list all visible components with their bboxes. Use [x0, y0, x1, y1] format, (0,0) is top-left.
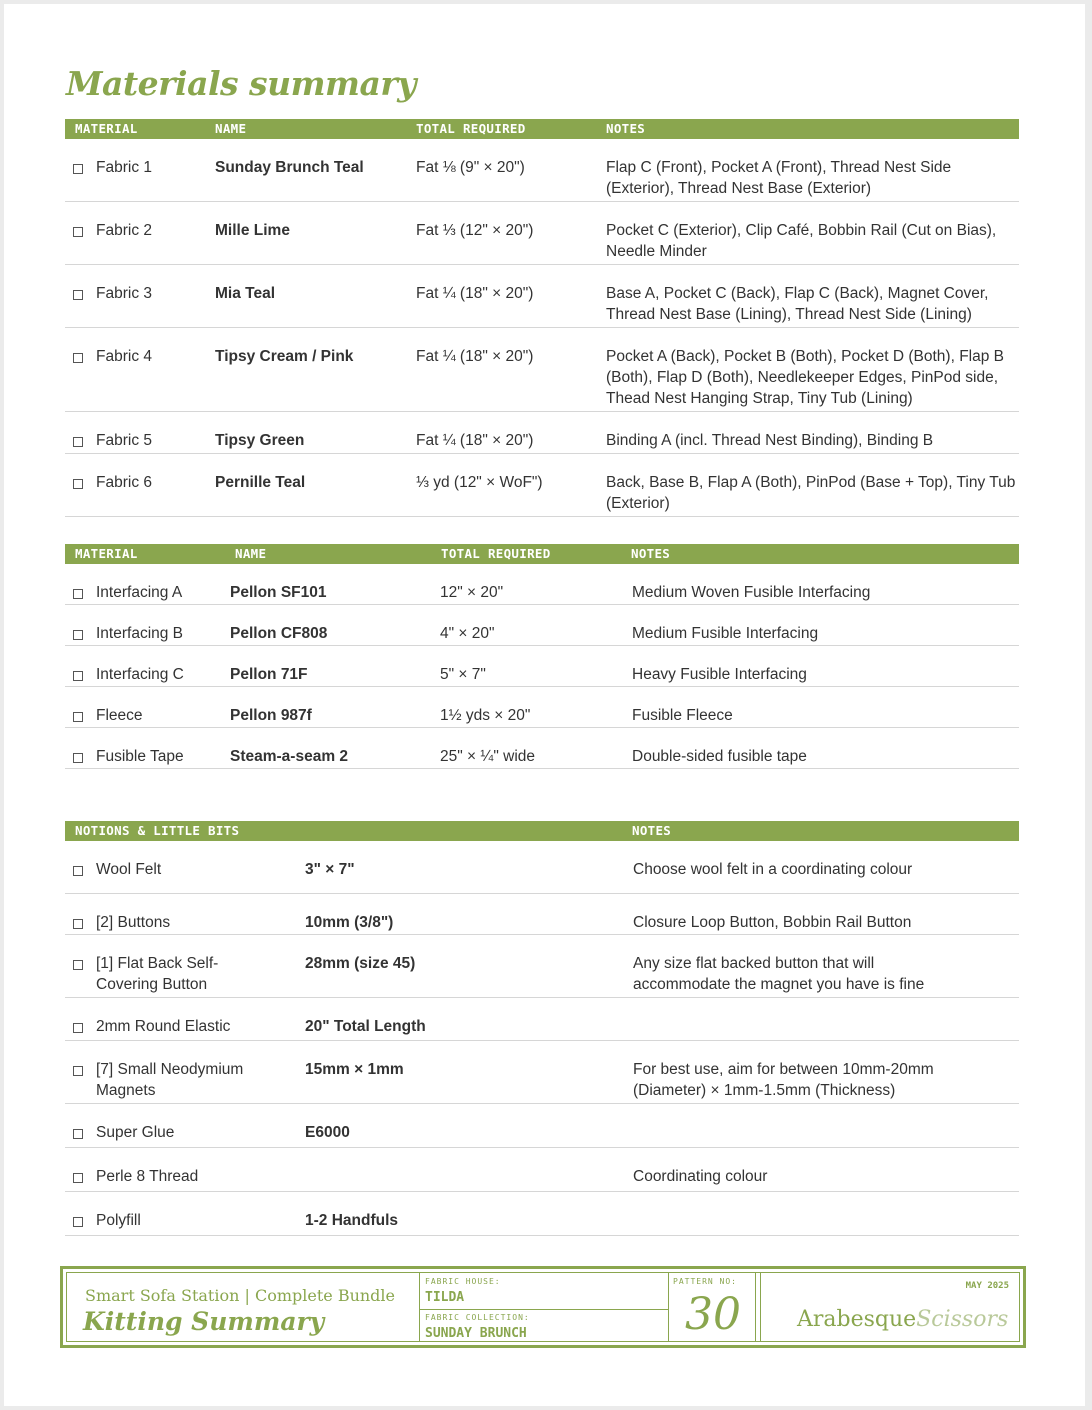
notes-cell: Fusible Fleece: [632, 707, 733, 724]
col-required: TOTAL REQUIRED: [441, 546, 551, 561]
checkbox[interactable]: [73, 671, 83, 681]
fabric-collection: SUNDAY BRUNCH: [425, 1326, 527, 1341]
col-notes: NOTES: [632, 823, 672, 838]
material-cell: Fabric 5: [96, 432, 152, 449]
checkbox[interactable]: [73, 1023, 83, 1033]
required-cell: 1½ yds × 20": [440, 707, 531, 724]
col-notes: NOTES: [606, 121, 646, 136]
pattern-number: 30: [685, 1289, 741, 1340]
material-cell: Fabric 1: [96, 159, 152, 176]
table-row: [65, 412, 1019, 454]
item-cell: Polyfill: [96, 1212, 141, 1229]
notes-cell: Flap C (Front), Pocket A (Front), Thread Nest Side (Exterior), Thread Nest Base (Exterior): [606, 159, 952, 197]
notes-cell: Heavy Fusible Interfacing: [632, 666, 807, 683]
notes-cell: Medium Woven Fusible Interfacing: [632, 584, 871, 601]
table-row: [65, 605, 1019, 646]
item-cell: [1] Flat Back Self-Covering Button: [96, 955, 219, 993]
material-cell: Fusible Tape: [96, 748, 184, 765]
material-cell: Fabric 3: [96, 285, 152, 302]
required-cell: ⅓ yd (12" × WoF"): [416, 474, 543, 491]
checkbox[interactable]: [73, 866, 83, 876]
required-cell: Fat ⅓ (12" × 20"): [416, 222, 534, 239]
footer-title-block: [60, 1266, 1026, 1348]
name-cell: Steam-a-seam 2: [230, 748, 349, 765]
table-row: [65, 1041, 1019, 1104]
notes-cell: Choose wool felt in a coordinating colour: [633, 861, 913, 878]
table-row: [65, 564, 1019, 605]
checkbox[interactable]: [73, 919, 83, 929]
table-row: [65, 1148, 1019, 1192]
checkbox[interactable]: [73, 630, 83, 640]
required-cell: Fat ⅛ (9" × 20"): [416, 159, 525, 176]
col-name: NAME: [215, 121, 247, 136]
footer-title: Kitting Summary: [83, 1307, 325, 1336]
table-row: [65, 139, 1019, 202]
quantity-cell: 20" Total Length: [305, 1018, 426, 1035]
table-row: [65, 454, 1019, 517]
notes-cell: Back, Base B, Flap A (Both), PinPod (Base + Top), Tiny Tub (Exterior): [606, 474, 1016, 512]
col-name: NAME: [235, 546, 267, 561]
item-cell: [7] Small Neodymium Magnets: [96, 1061, 244, 1099]
checkbox[interactable]: [73, 164, 83, 174]
quantity-cell: 15mm × 1mm: [305, 1061, 404, 1078]
name-cell: Sunday Brunch Teal: [215, 159, 364, 176]
interfacing-table: [65, 544, 1019, 769]
checkbox[interactable]: [73, 1066, 83, 1076]
table-row: [65, 265, 1019, 328]
pattern-no-label: PATTERN NO:: [673, 1277, 737, 1286]
notes-cell: Double-sided fusible tape: [632, 748, 807, 765]
fabric-house: TILDA: [425, 1290, 465, 1305]
table-row: [65, 894, 1019, 935]
checkbox[interactable]: [73, 227, 83, 237]
notions-table: [65, 821, 1019, 1236]
checkbox[interactable]: [73, 1173, 83, 1183]
notes-cell: Any size flat backed button that will accommodate the magnet you have is fine: [633, 955, 925, 993]
table-row: [65, 1104, 1019, 1148]
col-notions: NOTIONS & LITTLE BITS: [75, 823, 240, 838]
material-cell: Fabric 6: [96, 474, 152, 491]
page: [4, 4, 1085, 1406]
interfacing-table-header: [65, 544, 1019, 564]
material-cell: Fleece: [96, 707, 143, 724]
col-notes: NOTES: [631, 546, 671, 561]
item-cell: [2] Buttons: [96, 914, 171, 931]
material-cell: Fabric 2: [96, 222, 152, 239]
table-row: [65, 998, 1019, 1041]
item-cell: Perle 8 Thread: [96, 1168, 199, 1185]
quantity-cell: 28mm (size 45): [305, 955, 416, 972]
name-cell: Pernille Teal: [215, 474, 306, 491]
name-cell: Pellon 71F: [230, 666, 308, 683]
table-row: [65, 328, 1019, 412]
footer-subtitle: Smart Sofa Station | Complete Bundle: [85, 1286, 396, 1305]
quantity-cell: 10mm (3/8"): [305, 914, 394, 931]
quantity-cell: 1-2 Handfuls: [305, 1212, 399, 1229]
item-cell: Wool Felt: [96, 861, 162, 878]
notes-cell: Medium Fusible Interfacing: [632, 625, 819, 642]
name-cell: Mia Teal: [215, 285, 276, 302]
checkbox[interactable]: [73, 437, 83, 447]
material-cell: Interfacing A: [96, 584, 183, 601]
table-row: [65, 841, 1019, 894]
required-cell: Fat ¼ (18" × 20"): [416, 348, 534, 365]
date: MAY 2025: [965, 1281, 1009, 1291]
material-cell: Interfacing C: [96, 666, 184, 683]
checkbox[interactable]: [73, 290, 83, 300]
fabric-collection-label: FABRIC COLLECTION:: [425, 1313, 530, 1322]
table-row: [65, 687, 1019, 728]
checkbox[interactable]: [73, 1217, 83, 1227]
notes-cell: Pocket A (Back), Pocket B (Both), Pocket D (Both), Flap B (Both), Flap D (Both), Needlekeeper Edges, PinPod side, Thead Nest Hanging Strap, Tiny Tub (Lining): [606, 348, 1004, 407]
table-row: [65, 728, 1019, 769]
quantity-cell: 3" × 7": [305, 861, 355, 878]
notes-cell: Binding A (incl. Thread Nest Binding), Binding B: [606, 432, 934, 449]
notes-cell: Coordinating colour: [633, 1168, 768, 1185]
fabrics-table: [65, 119, 1019, 517]
name-cell: Tipsy Green: [215, 432, 305, 449]
material-cell: Fabric 4: [96, 348, 152, 365]
name-cell: Pellon CF808: [230, 625, 328, 642]
col-material: MATERIAL: [75, 546, 138, 561]
checkbox[interactable]: [73, 753, 83, 763]
checkbox[interactable]: [73, 479, 83, 489]
required-cell: Fat ¼ (18" × 20"): [416, 432, 534, 449]
notes-cell: Closure Loop Button, Bobbin Rail Button: [633, 914, 912, 931]
fabric-house-label: FABRIC HOUSE:: [425, 1277, 501, 1286]
notes-cell: Pocket C (Exterior), Clip Café, Bobbin Rail (Cut on Bias), Needle Minder: [606, 222, 997, 260]
required-cell: 25" × ¼" wide: [440, 748, 536, 765]
fabrics-table-header: [65, 119, 1019, 139]
required-cell: 12" × 20": [440, 584, 504, 601]
quantity-cell: E6000: [305, 1124, 350, 1141]
brand-logo: ArabesqueScissors: [797, 1307, 1009, 1332]
table-row: [65, 202, 1019, 265]
checkbox[interactable]: [73, 1129, 83, 1139]
name-cell: Pellon 987f: [230, 707, 312, 724]
checkbox[interactable]: [73, 353, 83, 363]
required-cell: 4" × 20": [440, 625, 495, 642]
item-cell: 2mm Round Elastic: [96, 1018, 231, 1035]
material-cell: Interfacing B: [96, 625, 184, 642]
name-cell: Pellon SF101: [230, 584, 327, 601]
notes-cell: Base A, Pocket C (Back), Flap C (Back), Magnet Cover, Thread Nest Base (Lining), Thread Nest Side (Lining): [606, 285, 989, 323]
notions-table-header: [65, 821, 1019, 841]
page-title: Materials summary: [66, 64, 416, 103]
notes-cell: For best use, aim for between 10mm-20mm (Diameter) × 1mm-1.5mm (Thickness): [633, 1061, 934, 1099]
checkbox[interactable]: [73, 589, 83, 599]
checkbox[interactable]: [73, 960, 83, 970]
col-material: MATERIAL: [75, 121, 138, 136]
item-cell: Super Glue: [96, 1124, 175, 1141]
col-required: TOTAL REQUIRED: [416, 121, 526, 136]
name-cell: Mille Lime: [215, 222, 290, 239]
table-row: [65, 646, 1019, 687]
checkbox[interactable]: [73, 712, 83, 722]
table-row: [65, 1192, 1019, 1236]
name-cell: Tipsy Cream / Pink: [215, 348, 354, 365]
required-cell: Fat ¼ (18" × 20"): [416, 285, 534, 302]
required-cell: 5" × 7": [440, 666, 486, 683]
table-row: [65, 935, 1019, 998]
